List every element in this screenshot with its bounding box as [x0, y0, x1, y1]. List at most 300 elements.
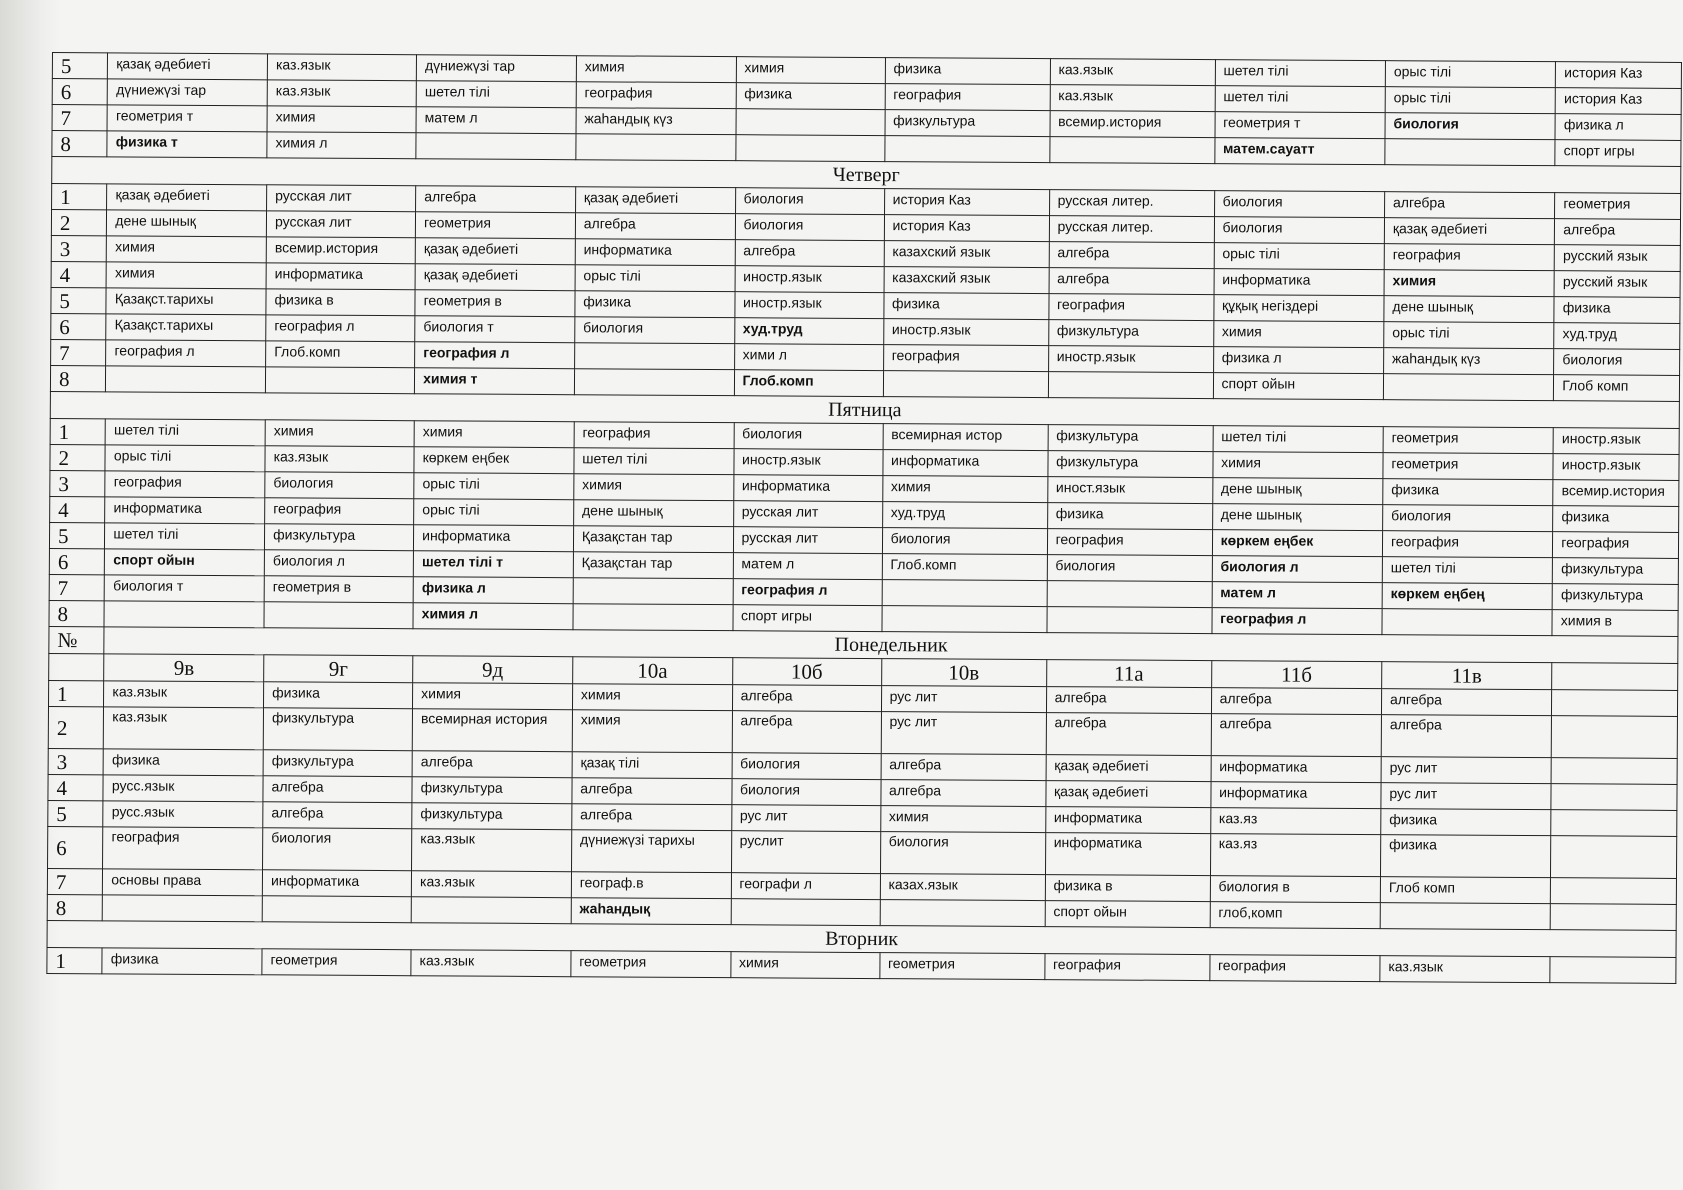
lesson-cell: [265, 367, 414, 394]
lesson-cell: физика: [1383, 479, 1553, 506]
lesson-cell: биология: [735, 188, 884, 215]
lesson-cell: [1049, 137, 1214, 164]
lesson-cell: биология: [732, 753, 881, 780]
lesson-cell: русский язык: [1554, 245, 1680, 272]
lesson-cell: шетел тілі: [1215, 86, 1385, 113]
lesson-cell: [1551, 878, 1677, 905]
lesson-cell: [1047, 607, 1212, 634]
class-header: 10б: [732, 658, 881, 686]
lesson-cell: физика в: [1045, 875, 1210, 902]
lesson-cell: орыс тілі: [1385, 87, 1555, 114]
lesson-cell: Қазақст.тарихы: [106, 288, 266, 315]
lesson-cell: иностр.язык: [733, 449, 882, 476]
lesson-cell: геометрия т: [107, 105, 267, 132]
lesson-cell: биология: [575, 317, 735, 344]
lesson-cell: химия: [882, 476, 1047, 503]
lesson-cell: физика в: [266, 289, 415, 316]
lesson-cell: худ.труд: [882, 502, 1047, 529]
lesson-cell: биология л: [1212, 556, 1382, 583]
lesson-cell: информатика: [1214, 269, 1384, 296]
class-header: 10а: [572, 657, 732, 685]
lesson-cell: орыс тілі: [1385, 61, 1555, 88]
lesson-cell: география: [105, 471, 265, 498]
lesson-cell: глоб,комп: [1210, 902, 1380, 929]
lesson-cell: русский язык: [1554, 271, 1680, 298]
lesson-cell: шетел тілі: [416, 81, 576, 108]
lesson-number: 8: [49, 600, 105, 626]
lesson-cell: худ.труд: [1554, 323, 1680, 350]
lesson-number: 5: [51, 287, 107, 313]
lesson-cell: физика: [1554, 297, 1680, 324]
lesson-cell: химия: [730, 952, 879, 979]
lesson-cell: орыс тілі: [575, 265, 735, 292]
lesson-cell: құқық негіздері: [1213, 295, 1383, 322]
day-title: Понедельник: [104, 627, 1678, 664]
lesson-cell: геометрия т: [1215, 112, 1385, 139]
lesson-cell: геометрия: [262, 949, 411, 976]
lesson-cell: география л: [1212, 608, 1382, 635]
lesson-cell: биология: [1214, 217, 1384, 244]
lesson-cell: история Каз: [884, 215, 1049, 242]
lesson-cell: [1550, 904, 1676, 931]
lesson-cell: информатика: [266, 263, 415, 290]
lesson-cell: биология: [882, 528, 1047, 555]
lesson-cell: каз.язык: [1050, 59, 1215, 86]
lesson-cell: шетел тілі: [105, 419, 265, 446]
lesson-cell: русс.язык: [103, 775, 263, 802]
lesson-number: 1: [52, 184, 108, 210]
lesson-cell: химия: [414, 421, 574, 448]
lesson-cell: [103, 895, 263, 922]
lesson-cell: русская лит: [733, 527, 882, 554]
lesson-cell: [1382, 609, 1552, 636]
lesson-cell: алгебра: [416, 186, 576, 213]
lesson-cell: география л: [733, 579, 882, 606]
lesson-cell: физкультура: [1048, 320, 1213, 347]
lesson-cell: каз.язык: [1380, 956, 1550, 983]
lesson-cell: рус лит: [1381, 757, 1551, 784]
lesson-cell: орыс тілі: [414, 499, 574, 526]
lesson-cell: алгебра: [1384, 192, 1554, 219]
lesson-cell: алгебра: [263, 802, 412, 829]
lesson-cell: орыс тілі: [1384, 322, 1554, 349]
lesson-cell: химия: [1213, 321, 1383, 348]
lesson-cell: руслит: [731, 831, 880, 874]
lesson-cell: геометрия: [879, 953, 1044, 980]
lesson-cell: физика: [264, 682, 413, 709]
lesson-cell: рус лит: [881, 712, 1046, 755]
lesson-cell: физика: [102, 948, 262, 975]
lesson-cell: химия: [1213, 452, 1383, 479]
lesson-number: 4: [51, 261, 107, 287]
lesson-cell: биология: [1554, 349, 1680, 376]
lesson-number: 5: [49, 522, 105, 548]
lesson-number: 4: [50, 496, 106, 522]
lesson-cell: химия: [267, 106, 416, 133]
lesson-cell: физика: [575, 291, 735, 318]
lesson-cell: матем.сауатт: [1214, 138, 1384, 165]
lesson-cell: каз.язык: [104, 707, 264, 750]
lesson-cell: каз.язык: [412, 829, 572, 872]
lesson-cell: алгебра: [572, 804, 732, 831]
class-header: 11а: [1046, 660, 1211, 688]
lesson-number: 5: [52, 53, 108, 79]
lesson-number: 7: [47, 868, 103, 894]
lesson-cell: геометрия: [571, 951, 731, 978]
lesson-cell: информатика: [1045, 807, 1210, 834]
lesson-cell: химия в: [1552, 610, 1678, 637]
lesson-cell: география: [1553, 532, 1679, 559]
lesson-cell: алгебра: [1046, 687, 1211, 714]
lesson-cell: биология т: [415, 316, 575, 343]
lesson-cell: казах.язык: [880, 874, 1045, 901]
lesson-cell: дене шынық: [107, 210, 267, 237]
lesson-cell: [880, 900, 1045, 927]
lesson-cell: физкультура: [412, 777, 572, 804]
lesson-cell: химия л: [413, 603, 573, 630]
lesson-cell: алгебра: [1211, 688, 1381, 715]
lesson-cell: биология: [263, 828, 412, 871]
lesson-cell: геометрия: [1383, 453, 1553, 480]
lesson-cell: иностр.язык: [1553, 428, 1679, 455]
class-header: 9д: [413, 656, 573, 684]
lesson-cell: қазақ әдебиеті: [1384, 218, 1554, 245]
lesson-cell: алгебра: [881, 754, 1046, 781]
lesson-cell: [262, 896, 411, 923]
class-header: 11б: [1211, 661, 1382, 689]
lesson-cell: химия: [107, 236, 267, 263]
lesson-cell: физика: [1381, 809, 1551, 836]
lesson-cell: каз.язык: [1050, 85, 1215, 112]
lesson-cell: көркем еңбең: [1382, 583, 1552, 610]
lesson-cell: алгебра: [1211, 714, 1382, 757]
lesson-cell: алгебра: [1049, 242, 1214, 269]
lesson-cell: [731, 899, 880, 926]
lesson-cell: географ.в: [571, 872, 731, 899]
lesson-cell: география л: [106, 340, 266, 367]
lesson-cell: биология л: [264, 550, 413, 577]
lesson-cell: география: [1382, 531, 1552, 558]
lesson-cell: информатика: [882, 450, 1047, 477]
lesson-cell: шетел тілі: [1213, 426, 1383, 453]
lesson-number: 1: [47, 947, 103, 973]
lesson-number: 6: [49, 548, 105, 574]
lesson-cell: шетел тілі: [1215, 60, 1385, 87]
lesson-cell: физика: [885, 58, 1050, 85]
lesson-cell: дүниежүзі тар: [416, 55, 576, 82]
lesson-number: 8: [52, 131, 108, 157]
lesson-cell: русская лит: [266, 211, 415, 238]
lesson-cell: орыс тілі: [414, 473, 574, 500]
lesson-cell: география л: [415, 342, 575, 369]
lesson-cell: физкультура: [1553, 558, 1679, 585]
lesson-cell: алгебра: [735, 240, 884, 267]
lesson-cell: [1048, 372, 1213, 399]
lesson-cell: история Каз: [884, 189, 1049, 216]
lesson-cell: [573, 604, 733, 631]
lesson-cell: геометрия: [1555, 193, 1681, 220]
lesson-cell: физика: [736, 83, 885, 110]
lesson-number: 3: [48, 748, 104, 774]
lesson-cell: физкультура: [263, 708, 412, 751]
lesson-cell: хими л: [734, 344, 883, 371]
lesson-cell: всемир.история: [266, 237, 415, 264]
lesson-cell: алгебра: [1049, 268, 1214, 295]
lesson-cell: алгебра: [263, 776, 412, 803]
lesson-cell: география: [883, 345, 1048, 372]
lesson-cell: шетел тілі: [105, 523, 265, 550]
lesson-cell: история Каз: [1556, 62, 1682, 89]
lesson-cell: физика л: [1555, 114, 1681, 141]
lesson-cell: алгебра: [412, 751, 572, 778]
lesson-cell: геометрия в: [264, 576, 413, 603]
class-header: 9в: [104, 654, 264, 682]
lesson-cell: матем л: [1212, 582, 1382, 609]
lesson-cell: [1380, 903, 1550, 930]
lesson-cell: казахский язык: [884, 241, 1049, 268]
lesson-cell: химия: [736, 57, 885, 84]
lesson-cell: основы права: [103, 869, 263, 896]
lesson-cell: қазақ әдебиеті: [575, 187, 735, 214]
lesson-cell: [1385, 139, 1555, 166]
lesson-cell: алгебра: [575, 213, 735, 240]
lesson-cell: спорт ойын: [1045, 901, 1210, 928]
lesson-cell: каз.яз: [1210, 808, 1380, 835]
lesson-number: 8: [50, 365, 106, 391]
lesson-cell: каз.язык: [104, 681, 264, 708]
lesson-number: 1: [50, 418, 106, 444]
lesson-cell: дене шынық: [573, 500, 733, 527]
lesson-cell: спорт ойын: [105, 549, 265, 576]
lesson-cell: Қазақст.тарихы: [106, 314, 266, 341]
lesson-cell: [1551, 810, 1677, 837]
lesson-cell: физика: [103, 749, 263, 776]
lesson-cell: шетел тілі: [1382, 557, 1552, 584]
lesson-cell: [1383, 374, 1553, 401]
lesson-number: 6: [51, 313, 107, 339]
lesson-cell: русская литер.: [1049, 216, 1214, 243]
lesson-cell: шетел тілі: [574, 448, 734, 475]
lesson-cell: биология: [735, 214, 884, 241]
lesson-cell: химия: [106, 262, 266, 289]
lesson-cell: географи л: [731, 873, 880, 900]
lesson-cell: [1550, 957, 1676, 984]
lesson-cell: алгебра: [572, 778, 732, 805]
lesson-cell: каз.язык: [267, 54, 416, 81]
lesson-cell: химия л: [267, 132, 416, 159]
day-title: Четверг: [52, 157, 1681, 194]
lesson-cell: биология: [731, 779, 880, 806]
lesson-cell: алгебра: [732, 711, 881, 754]
lesson-cell: русс.язык: [103, 801, 263, 828]
lesson-cell: информатика: [1211, 756, 1381, 783]
lesson-cell: [882, 580, 1047, 607]
lesson-cell: Глоб.комп: [266, 341, 415, 368]
lesson-cell: қазақ әдебиеті: [108, 53, 268, 80]
lesson-cell: физика л: [413, 577, 573, 604]
lesson-cell: русская лит: [733, 501, 882, 528]
lesson-cell: география: [103, 827, 263, 870]
class-header-empty: [49, 653, 105, 680]
lesson-cell: география л: [266, 315, 415, 342]
lesson-number: 1: [49, 680, 105, 706]
lesson-cell: иностр.язык: [734, 292, 883, 319]
lesson-cell: иност.язык: [1047, 477, 1212, 504]
lesson-cell: геометрия: [415, 212, 575, 239]
lesson-cell: химия т: [415, 368, 575, 395]
lesson-cell: [106, 366, 266, 393]
lesson-cell: всемир.история: [1050, 111, 1215, 138]
lesson-cell: Глоб.комп: [882, 554, 1047, 581]
lesson-cell: география: [1044, 954, 1209, 981]
lesson-cell: [574, 369, 734, 396]
lesson-cell: худ.труд: [734, 318, 883, 345]
lesson-cell: иностр.язык: [1048, 346, 1213, 373]
lesson-number: 4: [48, 774, 104, 800]
lesson-cell: биология: [734, 423, 883, 450]
lesson-cell: рус лит: [731, 805, 880, 832]
schedule-table: [46, 52, 1682, 984]
lesson-cell: Қазақстан тар: [573, 552, 733, 579]
lesson-cell: физика: [1047, 503, 1212, 530]
lesson-cell: физика: [1553, 506, 1679, 533]
lesson-cell: қазақ тілі: [572, 752, 732, 779]
lesson-cell: орыс тілі: [1214, 243, 1384, 270]
lesson-cell: [883, 371, 1048, 398]
lesson-cell: всемирная история: [412, 709, 572, 752]
lesson-cell: Глоб.комп: [734, 370, 883, 397]
lesson-cell: рус лит: [881, 686, 1046, 713]
lesson-cell: каз.язык: [411, 871, 571, 898]
lesson-cell: қазақ әдебиеті: [415, 264, 575, 291]
lesson-number: 2: [48, 706, 104, 748]
lesson-cell: география: [885, 84, 1050, 111]
lesson-cell: русская лит: [267, 185, 416, 212]
lesson-cell: дүниежүзі тарихы: [571, 830, 731, 873]
lesson-cell: каз.язык: [267, 80, 416, 107]
lesson-cell: физкультура: [412, 803, 572, 830]
lesson-cell: дүниежүзі тар: [108, 79, 268, 106]
lesson-cell: химия: [572, 710, 732, 753]
lesson-cell: физкультура: [885, 110, 1050, 137]
lesson-cell: каз.язык: [411, 950, 571, 977]
lesson-cell: информатика: [414, 525, 574, 552]
lesson-cell: [1551, 758, 1677, 785]
lesson-cell: физика т: [107, 131, 267, 158]
lesson-cell: география: [574, 422, 734, 449]
lesson-cell: [573, 578, 733, 605]
lesson-cell: [574, 343, 734, 370]
lesson-cell: физика: [1380, 835, 1551, 878]
lesson-cell: география: [1047, 529, 1212, 556]
lesson-cell: русская литер.: [1049, 190, 1214, 217]
lesson-number: 6: [48, 826, 104, 868]
lesson-cell: биология: [1385, 113, 1555, 140]
class-header: [1552, 663, 1678, 691]
lesson-cell: [416, 133, 576, 160]
lesson-cell: [1552, 690, 1678, 717]
lesson-cell: география: [1209, 955, 1379, 982]
lesson-cell: казахский язык: [884, 267, 1049, 294]
lesson-cell: биология: [1047, 555, 1212, 582]
schedule-sheet: [46, 52, 1682, 984]
lesson-number: 3: [51, 235, 107, 261]
lesson-number: 7: [51, 339, 107, 365]
lesson-cell: қазақ әдебиеті: [1045, 781, 1210, 808]
lesson-cell: физика: [883, 293, 1048, 320]
lesson-cell: [1551, 784, 1677, 811]
lesson-cell: биология: [1214, 191, 1384, 218]
lesson-cell: [1551, 716, 1677, 759]
lesson-cell: физкультура: [263, 750, 412, 777]
lesson-cell: Глоб комп: [1554, 375, 1680, 402]
lesson-cell: жаһандық күз: [576, 108, 736, 135]
number-sign-header: №: [49, 626, 105, 653]
lesson-cell: Қазақстан тар: [573, 526, 733, 553]
lesson-cell: көркем еңбек: [1212, 530, 1382, 557]
lesson-cell: физкультура: [265, 524, 414, 551]
lesson-cell: алгебра: [1381, 715, 1552, 758]
class-header: 11в: [1382, 662, 1553, 690]
lesson-number: 2: [51, 210, 107, 236]
lesson-cell: иностр.язык: [883, 319, 1048, 346]
lesson-cell: дене шынық: [1212, 504, 1382, 531]
lesson-cell: [1551, 836, 1677, 879]
day-title: Вторник: [47, 920, 1676, 957]
lesson-cell: дене шынық: [1384, 296, 1554, 323]
lesson-cell: спорт ойын: [1213, 373, 1383, 400]
lesson-cell: всемирная истор: [883, 424, 1048, 451]
lesson-cell: алгебра: [732, 685, 881, 712]
lesson-cell: рус лит: [1381, 783, 1551, 810]
lesson-cell: физика л: [1213, 347, 1383, 374]
lesson-cell: [736, 109, 885, 136]
class-header: 9г: [264, 655, 413, 683]
lesson-cell: биология: [880, 832, 1045, 875]
lesson-cell: информатика: [1210, 782, 1380, 809]
lesson-cell: спорт игры: [732, 605, 881, 632]
lesson-cell: жаһандық: [571, 898, 731, 925]
lesson-cell: география: [1384, 244, 1554, 271]
lesson-cell: каз.язык: [265, 446, 414, 473]
class-header: 10в: [881, 659, 1046, 687]
lesson-cell: биология: [265, 472, 414, 499]
lesson-number: 5: [48, 800, 104, 826]
lesson-cell: қазақ әдебиеті: [1046, 755, 1211, 782]
lesson-cell: спорт игры: [1555, 140, 1681, 167]
lesson-number: 6: [52, 79, 108, 105]
lesson-cell: орыс тілі: [105, 445, 265, 472]
lesson-cell: шетел тілі т: [413, 551, 573, 578]
lesson-cell: иностр.язык: [1553, 454, 1679, 481]
lesson-cell: биология в: [1210, 876, 1380, 903]
lesson-cell: иностр.язык: [735, 266, 884, 293]
lesson-cell: химия: [1384, 270, 1554, 297]
lesson-cell: химия: [265, 420, 414, 447]
lesson-cell: каз.яз: [1210, 834, 1381, 877]
lesson-cell: химия: [576, 56, 736, 83]
lesson-cell: физкультура: [1552, 584, 1678, 611]
lesson-cell: физкультура: [1048, 451, 1213, 478]
lesson-cell: информатика: [105, 497, 265, 524]
lesson-cell: химия: [572, 684, 732, 711]
day-title: Пятница: [50, 391, 1679, 428]
lesson-cell: информатика: [1045, 833, 1210, 876]
lesson-number: 7: [52, 105, 108, 131]
lesson-cell: [104, 601, 264, 628]
lesson-cell: география: [1048, 294, 1213, 321]
lesson-cell: химия: [880, 806, 1045, 833]
